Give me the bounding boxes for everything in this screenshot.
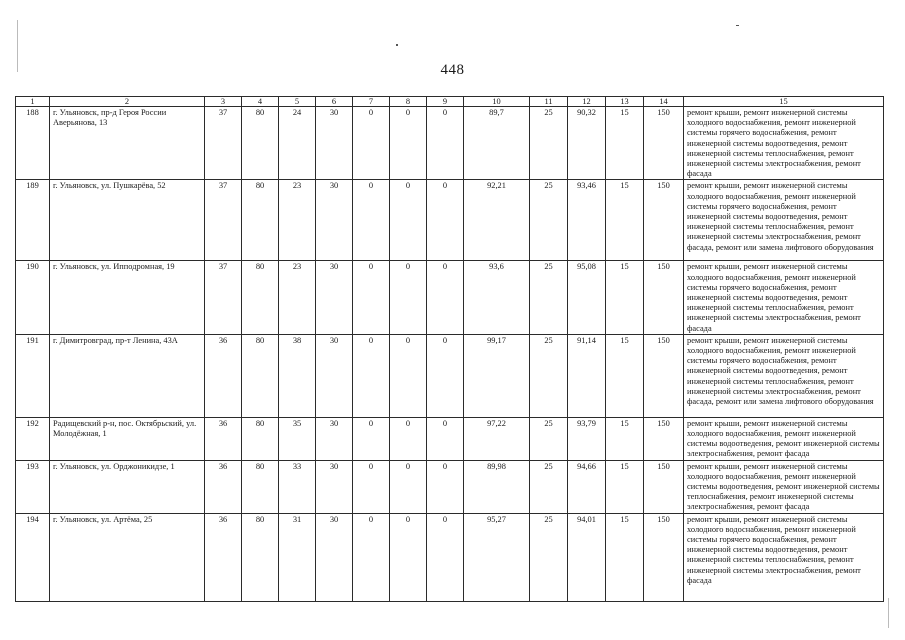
cell-works: ремонт крыши, ремонт инженерной системы холодного водоснабжения, ремонт инженерной системы водоотведения, ремонт инженерной системы электроснабжения, ремонт фасада: [684, 417, 884, 460]
cell-value: 0: [427, 261, 464, 334]
column-header: 6: [316, 97, 353, 107]
cell-value: 0: [427, 180, 464, 261]
scan-artifact: [888, 598, 889, 628]
cell-works: ремонт крыши, ремонт инженерной системы холодного водоснабжения, ремонт инженерной системы горячего водоснабжения, ремонт инженерной системы водоотведения, ремонт инженерной системы теплоснабжения, ремонт инженерной системы электроснабжения, ремонт фасада: [684, 107, 884, 180]
table-row: [16, 261, 884, 334]
cell-value: 24: [279, 107, 316, 180]
cell-address: Радищевский р-н, пос. Октябрьский, ул. Молодёжная, 1: [50, 417, 205, 460]
cell-value: 25: [530, 261, 568, 334]
cell-value: 33: [279, 460, 316, 513]
column-header: 13: [606, 97, 644, 107]
cell-value: 0: [353, 261, 390, 334]
cell-value: 0: [353, 107, 390, 180]
column-header: 10: [464, 97, 530, 107]
cell-works: ремонт крыши, ремонт инженерной системы холодного водоснабжения, ремонт инженерной системы горячего водоснабжения, ремонт инженерной системы водоотведения, ремонт инженерной системы теплоснабжения, ремонт инженерной системы электроснабжения, ремонт фасада, ремонт или замена лифтового оборудования: [684, 334, 884, 417]
cell-value: 150: [644, 460, 684, 513]
cell-value: 89,7: [464, 107, 530, 180]
cell-value: 94,66: [568, 460, 606, 513]
cell-value: 30: [316, 460, 353, 513]
column-header: 3: [205, 97, 242, 107]
scan-artifact: [17, 20, 18, 72]
cell-value: 99,17: [464, 334, 530, 417]
cell-number: 189: [16, 180, 50, 261]
column-header: 11: [530, 97, 568, 107]
capital-repair-table: [15, 96, 884, 602]
cell-value: 80: [242, 334, 279, 417]
cell-value: 80: [242, 460, 279, 513]
cell-value: 97,22: [464, 417, 530, 460]
cell-value: 36: [205, 460, 242, 513]
cell-value: 0: [353, 417, 390, 460]
cell-value: 80: [242, 513, 279, 601]
table-row: [16, 180, 884, 261]
cell-value: 30: [316, 261, 353, 334]
cell-value: 36: [205, 334, 242, 417]
cell-value: 37: [205, 261, 242, 334]
table-row: [16, 334, 884, 417]
header-row: [16, 97, 884, 107]
cell-address: г. Ульяновск, пр-д Героя России Аверьянова, 13: [50, 107, 205, 180]
column-header: 5: [279, 97, 316, 107]
table-row: [16, 513, 884, 601]
cell-value: 93,46: [568, 180, 606, 261]
cell-value: 25: [530, 334, 568, 417]
cell-value: 80: [242, 261, 279, 334]
column-header: 8: [390, 97, 427, 107]
cell-value: 30: [316, 180, 353, 261]
cell-value: 0: [353, 334, 390, 417]
cell-number: 193: [16, 460, 50, 513]
cell-value: 0: [390, 107, 427, 180]
column-header: 14: [644, 97, 684, 107]
table-row: [16, 460, 884, 513]
page-number: 448: [440, 62, 465, 78]
cell-value: 0: [353, 180, 390, 261]
cell-value: 23: [279, 180, 316, 261]
cell-value: 90,32: [568, 107, 606, 180]
cell-value: 0: [427, 513, 464, 601]
cell-value: 25: [530, 180, 568, 261]
cell-value: 0: [427, 334, 464, 417]
cell-value: 15: [606, 107, 644, 180]
cell-value: 94,01: [568, 513, 606, 601]
cell-address: г. Ульяновск, ул. Пушкарёва, 52: [50, 180, 205, 261]
table-body: [16, 97, 884, 602]
cell-number: 190: [16, 261, 50, 334]
cell-value: 36: [205, 417, 242, 460]
cell-works: ремонт крыши, ремонт инженерной системы холодного водоснабжения, ремонт инженерной системы водоотведения, ремонт инженерной системы теплоснабжения, ремонт инженерной системы электроснабжения, ремонт фасада: [684, 460, 884, 513]
cell-value: 36: [205, 513, 242, 601]
cell-value: 80: [242, 107, 279, 180]
column-header: 9: [427, 97, 464, 107]
cell-value: 30: [316, 334, 353, 417]
scan-artifact: [396, 44, 398, 46]
cell-value: 15: [606, 334, 644, 417]
cell-value: 0: [390, 417, 427, 460]
cell-number: 194: [16, 513, 50, 601]
cell-value: 150: [644, 417, 684, 460]
cell-value: 0: [390, 513, 427, 601]
cell-value: 25: [530, 417, 568, 460]
column-header: 4: [242, 97, 279, 107]
cell-value: 92,21: [464, 180, 530, 261]
cell-value: 0: [427, 417, 464, 460]
cell-value: 15: [606, 460, 644, 513]
cell-value: 37: [205, 180, 242, 261]
cell-value: 150: [644, 334, 684, 417]
cell-value: 0: [390, 261, 427, 334]
cell-value: 95,27: [464, 513, 530, 601]
cell-value: 15: [606, 261, 644, 334]
cell-value: 150: [644, 107, 684, 180]
column-header: 2: [50, 97, 205, 107]
cell-value: 0: [427, 460, 464, 513]
cell-value: 15: [606, 180, 644, 261]
table-row: [16, 107, 884, 180]
table-row: [16, 417, 884, 460]
cell-value: 93,79: [568, 417, 606, 460]
cell-value: 89,98: [464, 460, 530, 513]
cell-value: 0: [427, 107, 464, 180]
cell-works: ремонт крыши, ремонт инженерной системы холодного водоснабжения, ремонт инженерной системы горячего водоснабжения, ремонт инженерной системы водоотведения, ремонт инженерной системы теплоснабжения, ремонт инженерной системы электроснабжения, ремонт фасада, ремонт или замена лифтового оборудования: [684, 180, 884, 261]
cell-value: 30: [316, 417, 353, 460]
cell-address: г. Димитровград, пр-т Ленина, 43А: [50, 334, 205, 417]
cell-value: 25: [530, 107, 568, 180]
cell-address: г. Ульяновск, ул. Орджоникидзе, 1: [50, 460, 205, 513]
scan-artifact: [736, 25, 739, 26]
cell-value: 30: [316, 513, 353, 601]
cell-value: 38: [279, 334, 316, 417]
cell-value: 0: [390, 334, 427, 417]
cell-number: 188: [16, 107, 50, 180]
cell-value: 30: [316, 107, 353, 180]
cell-number: 191: [16, 334, 50, 417]
cell-value: 15: [606, 513, 644, 601]
cell-value: 35: [279, 417, 316, 460]
cell-value: 31: [279, 513, 316, 601]
column-header: 15: [684, 97, 884, 107]
cell-value: 0: [353, 460, 390, 513]
cell-value: 150: [644, 261, 684, 334]
cell-value: 37: [205, 107, 242, 180]
cell-works: ремонт крыши, ремонт инженерной системы холодного водоснабжения, ремонт инженерной системы горячего водоснабжения, ремонт инженерной системы водоотведения, ремонт инженерной системы теплоснабжения, ремонт инженерной системы электроснабжения, ремонт фасада: [684, 261, 884, 334]
cell-value: 0: [390, 180, 427, 261]
cell-number: 192: [16, 417, 50, 460]
cell-value: 150: [644, 513, 684, 601]
column-header: 7: [353, 97, 390, 107]
cell-works: ремонт крыши, ремонт инженерной системы холодного водоснабжения, ремонт инженерной системы горячего водоснабжения, ремонт инженерной системы водоотведения, ремонт инженерной системы теплоснабжения, ремонт инженерной системы электроснабжения, ремонт фасада: [684, 513, 884, 601]
cell-value: 0: [353, 513, 390, 601]
cell-address: г. Ульяновск, ул. Артёма, 25: [50, 513, 205, 601]
cell-value: 15: [606, 417, 644, 460]
column-header: 1: [16, 97, 50, 107]
cell-value: 95,08: [568, 261, 606, 334]
cell-value: 91,14: [568, 334, 606, 417]
cell-value: 25: [530, 460, 568, 513]
cell-value: 25: [530, 513, 568, 601]
cell-value: 80: [242, 180, 279, 261]
cell-value: 23: [279, 261, 316, 334]
column-header: 12: [568, 97, 606, 107]
cell-address: г. Ульяновск, ул. Ипподромная, 19: [50, 261, 205, 334]
cell-value: 93,6: [464, 261, 530, 334]
cell-value: 0: [390, 460, 427, 513]
cell-value: 150: [644, 180, 684, 261]
cell-value: 80: [242, 417, 279, 460]
